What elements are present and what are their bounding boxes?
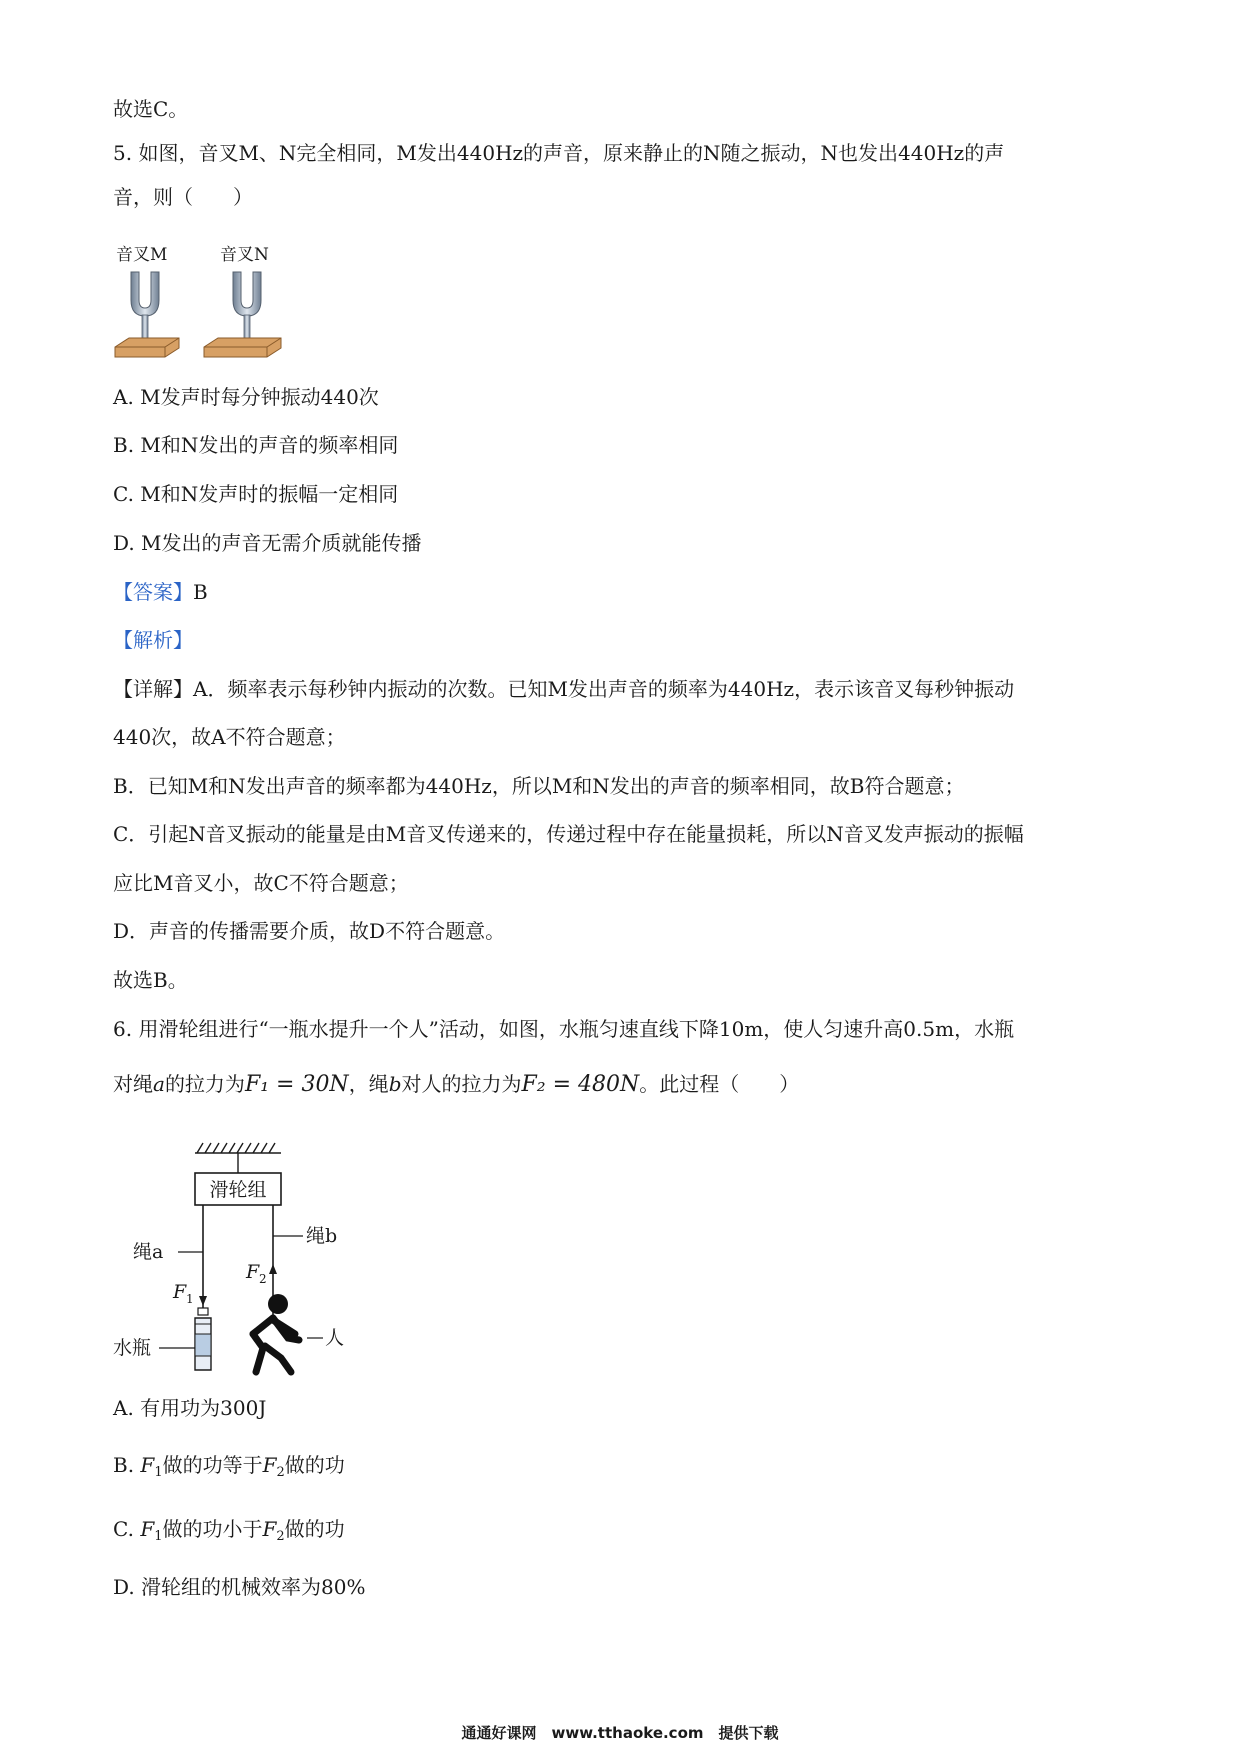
detail-a-text: A．频率表示每秒钟内振动的次数。已知M发出声音的频率为440Hz，表示该音叉每秒钟振动 <box>193 677 1015 701</box>
f1-arrow <box>199 1296 207 1306</box>
q5-option-c: C. M和N发声时的振幅一定相同 <box>113 482 399 506</box>
subscript-1: 1 <box>154 1529 163 1544</box>
q6-opt-b-end: 做的功 <box>284 1453 345 1477</box>
q5-conclusion: 故选B。 <box>113 968 188 992</box>
q6-opt-b-prefix: B. <box>113 1453 141 1477</box>
f1-sub: 1 <box>186 1292 194 1306</box>
tuning-fork-figure <box>113 244 293 364</box>
q6-option-b <box>113 1451 345 1487</box>
q6-option-d: D. 滑轮组的机械效率为80% <box>113 1575 366 1599</box>
f-symbol: F <box>140 1453 155 1477</box>
q6-stem2-mid2: ，绳 <box>348 1072 389 1096</box>
bottle-label: 水瓶 <box>113 1337 152 1359</box>
pulley-figure <box>113 1138 373 1398</box>
q5-stem-line2: 音，则（ ） <box>113 185 253 209</box>
tuning-fork-n <box>204 272 281 357</box>
q5-detail-b: B．已知M和N发出声音的频率都为440Hz，所以M和N发出的声音的频率相同，故B符合题意； <box>113 774 965 798</box>
analysis-tag: 【解析】 <box>113 628 193 652</box>
q6-opt-b-mid: 做的功等于 <box>162 1453 263 1477</box>
f-symbol: F <box>262 1453 277 1477</box>
q5-detail-d: D．声音的传播需要介质，故D不符合题意。 <box>113 919 506 943</box>
f2-arrow <box>269 1264 277 1274</box>
q5-answer <box>113 578 208 606</box>
q6-stem2-end: 。此过程（ ） <box>639 1072 800 1096</box>
q6-stem-line2 <box>113 1070 799 1099</box>
q5-stem-line1: 5. 如图，音叉M、N完全相同，M发出440Hz的声音，原来静止的N随之振动，N也发出440Hz的声 <box>113 141 1005 165</box>
water-bottle <box>195 1308 211 1370</box>
detail-tag: 【详解】 <box>113 677 193 701</box>
fork-m-label: 音叉M <box>116 245 168 265</box>
subscript-2: 2 <box>276 1529 285 1544</box>
ceiling-hatch <box>195 1143 281 1173</box>
fork-n-label: 音叉N <box>220 245 269 265</box>
q6-rope-b-symbol: b <box>388 1072 402 1096</box>
answer-tag: 【答案】 <box>113 580 193 604</box>
subscript-2: 2 <box>276 1465 285 1480</box>
q5-detail-c-line2: 应比M音叉小，故C不符合题意； <box>113 871 409 895</box>
f1-label: F <box>173 1281 187 1303</box>
pulley-block-label: 滑轮组 <box>209 1179 267 1201</box>
q6-rope-a-symbol: a <box>153 1072 165 1096</box>
q6-f1-equation: F₁ = 30N <box>244 1072 349 1097</box>
q4-conclusion: 故选C。 <box>113 97 189 121</box>
answer-value: B <box>193 580 208 604</box>
person-figure <box>253 1294 299 1372</box>
subscript-1: 1 <box>154 1465 163 1480</box>
q6-stem-line1: 6. 用滑轮组进行“一瓶水提升一个人”活动，如图，水瓶匀速直线下降10m，使人匀速升高0.5m，水瓶 <box>113 1017 1015 1041</box>
q5-detail-c-line1: C．引起N音叉振动的能量是由M音叉传递来的，传递过程中存在能量损耗，所以N音叉发声振动的振幅 <box>113 822 1024 846</box>
q5-detail-a-line1 <box>113 675 1014 703</box>
q6-opt-c-end: 做的功 <box>284 1517 345 1541</box>
rope-a-label: 绳a <box>133 1241 164 1263</box>
q6-f2-equation: F₂ = 480N <box>521 1072 640 1097</box>
q6-opt-c-prefix: C. <box>113 1517 141 1541</box>
q6-option-a: A. 有用功为300J <box>113 1396 267 1420</box>
f-symbol: F <box>140 1517 155 1541</box>
q5-option-a: A. M发声时每分钟振动440次 <box>113 385 379 409</box>
q6-stem2-mid1: 的拉力为 <box>164 1072 245 1096</box>
q5-option-b: B. M和N发出的声音的频率相同 <box>113 433 399 457</box>
q6-stem2-pre: 对绳 <box>113 1072 153 1096</box>
q6-opt-c-mid: 做的功小于 <box>162 1517 263 1541</box>
q6-stem2-mid3: 对人的拉力为 <box>401 1072 522 1096</box>
q5-option-d: D. M发出的声音无需介质就能传播 <box>113 531 422 555</box>
tuning-fork-m <box>115 272 179 357</box>
f2-label: F <box>246 1261 260 1283</box>
f-symbol: F <box>262 1517 277 1541</box>
rope-b-label: 绳b <box>306 1225 338 1247</box>
page-footer: 通通好课网 www.tthaoke.com 提供下载 <box>461 1724 779 1742</box>
q5-detail-a-line2: 440次，故A不符合题意； <box>113 725 346 749</box>
f2-sub: 2 <box>259 1272 267 1286</box>
person-label: 人 <box>325 1327 345 1349</box>
q6-option-c <box>113 1515 345 1551</box>
